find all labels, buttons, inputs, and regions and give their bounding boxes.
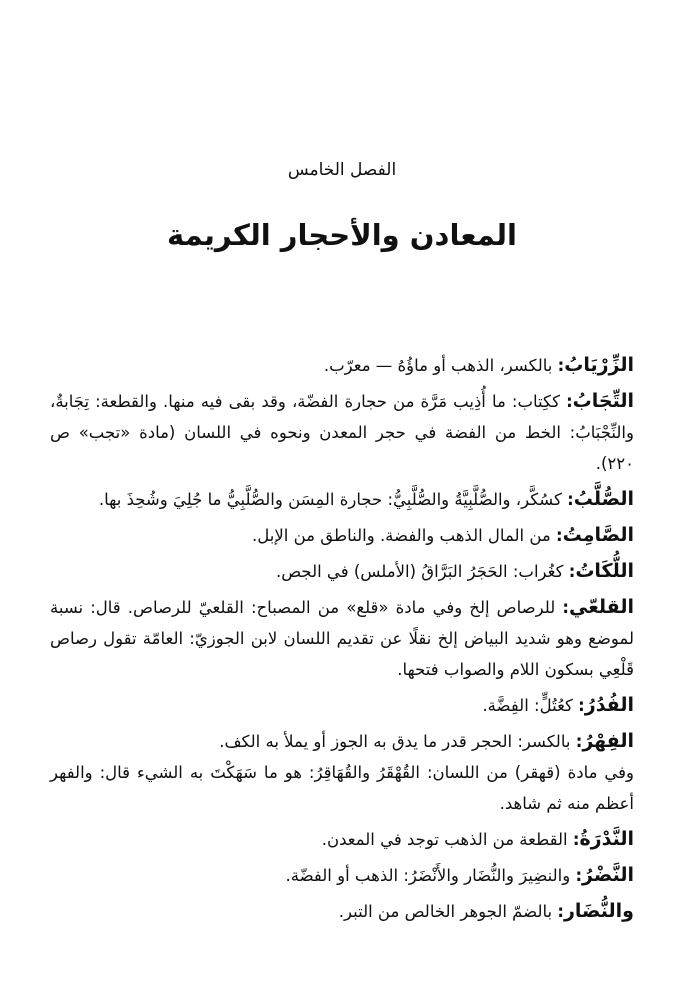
entry-text: القطعة من الذهب توجد في المعدن. — [321, 830, 573, 849]
entry-text: بالكسر: الحجر قدر ما يدق به الجوز أو يملأ به الكف. — [219, 732, 576, 751]
term-colon: : — [556, 526, 563, 545]
entry-term: الصُّلَّبُ — [573, 488, 634, 510]
entry-term: القلعّي — [568, 596, 634, 618]
glossary-entry — [50, 592, 634, 685]
glossary-entry — [50, 520, 634, 551]
term-colon: : — [575, 866, 583, 885]
entry-text: والنضِيرَ والنُّضَار والأَنْضَرُ: الذهب أو الفضّة. — [285, 866, 576, 885]
glossary-entry — [50, 896, 634, 927]
entry-term: اللُّكَاتُ — [575, 560, 634, 582]
entry-text: للرصاص إلخ وفي مادة «قلع» من المصباح: القلعيّ للرصاص. قال: نسبة لموضع وهو شديد البياض إلخ نقلًا عن تقديم اللسان لابن الجوزيّ: العامّة تقول رصاص قَلْعِي بسكون اللام والصواب فتحها. — [50, 598, 634, 679]
term-colon: : — [557, 902, 564, 921]
term-colon: : — [567, 490, 574, 509]
entry-text: كغُراب: الحَجَرُ البَرَّاقُ (الأملس) في الجص. — [275, 562, 569, 581]
entry-text: بالضمّ الجوهر الخالص من التبر. — [338, 902, 558, 921]
glossary-entry — [50, 556, 634, 587]
entry-text: كعُتُلٍّ: الفِضَّة. — [482, 696, 579, 715]
entry-term: التِّجَابُ — [572, 390, 634, 412]
term-colon: : — [572, 830, 580, 849]
term-colon: : — [566, 392, 573, 411]
entry-text: ككِتاب: ما أُذِيب مَرَّة من حجارة الفضّة، وقد بقى فيه منها. والقطعة: تِجَابةٌ، والنِّجْبَابُ: الخط من الفضة في حجر المعدن ونحوه في اللسان (مادة «تجب» ص ٢٢٠). — [50, 392, 634, 473]
term-colon: : — [557, 356, 565, 375]
entry-text: بالكسر، الذهب أو ماؤُهُ — معرّب. — [323, 356, 558, 375]
glossary-entries — [50, 350, 634, 932]
entry-term: الفِهْرُ — [582, 730, 634, 752]
entry-term: الصَّامِتُ — [562, 524, 634, 546]
glossary-entry — [50, 860, 634, 891]
term-colon: : — [562, 598, 569, 617]
glossary-entry — [50, 484, 634, 515]
term-colon: : — [568, 562, 576, 581]
term-colon: : — [578, 696, 585, 715]
glossary-entry — [50, 386, 634, 479]
chapter-label: الفصل الخامس — [287, 160, 397, 180]
entry-term: الزِّرْيَابُ — [564, 354, 634, 376]
glossary-entry — [50, 350, 634, 381]
entry-text: من المال الذهب والفضة. والناطق من الإبل. — [252, 526, 556, 545]
entry-term: الفُدُرُ — [584, 694, 634, 716]
entry-text: كسُكَّر، والصُّلَّبِيَّةُ والصُّلَّبِيُّ: حجارة المِسَن والصُّلَّبِيُّ ما جُلِيَ وشُحِذَ بها. — [98, 490, 568, 509]
entry-term: والنُّضَار — [563, 900, 634, 922]
chapter-title: المعادن والأحجار الكريمة — [167, 218, 517, 252]
glossary-entry — [50, 824, 634, 855]
entry-term: النَّدْرَةُ — [579, 828, 634, 850]
glossary-entry — [50, 690, 634, 721]
glossary-entry — [50, 726, 634, 819]
entry-continuation: وفي مادة (قهقر) من اللسان: القُهْقَرُ والقُهَاقِرُ: هو ما سَهَكْتَ به الشيء قال: والفهر أعظم منه ثم شاهد. — [50, 763, 634, 813]
entry-term: النَّضْرُ — [582, 864, 634, 886]
term-colon: : — [575, 732, 583, 751]
